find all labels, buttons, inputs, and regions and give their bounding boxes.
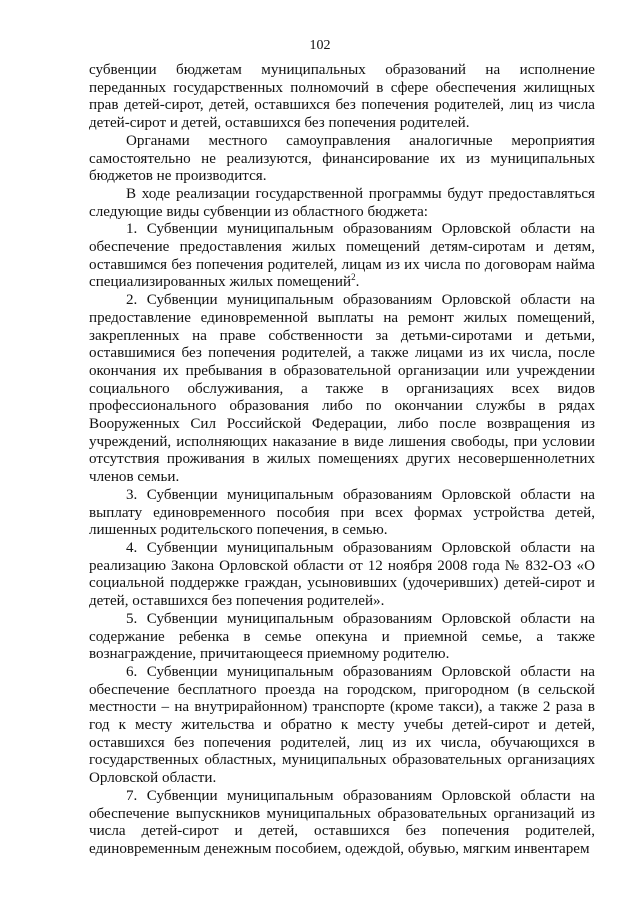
paragraph-item-6: 6. Субвенции муниципальным образованиям Орловской области на обеспечение бесплатного проезда на городском, пригородном (в сельской местности – на внутрирайонном) транспорте (кроме такси), а также 2 раза в год к месту жительства и обратно к месту учебы детей-сирот и детей, оставшихся без попечения родителей, лиц из их числа, обучающихся в государственных областных, муниципальных образовательных организациях Орловской области. — [89, 663, 595, 787]
paragraph-item-5: 5. Субвенции муниципальным образованиям Орловской области на содержание ребенка в семье опекуна и приемной семье, а также вознаграждение, причитающееся приемному родителю. — [89, 610, 595, 663]
item-1-period: . — [355, 274, 360, 291]
paragraph-subsidy-types-intro: В ходе реализации государственной программы будут предоставляться следующие виды субвенции из областного бюджета: — [89, 185, 595, 220]
paragraph-intro: субвенции бюджетам муниципальных образований на исполнение переданных государственных полномочий в сфере обеспечения жилищных прав детей-сирот, детей, оставшихся без попечения родителей, лиц из числа детей-сирот и детей, оставшихся без попечения родителей. — [89, 62, 595, 132]
paragraph-item-7: 7. Субвенции муниципальным образованиям Орловской области на обеспечение выпускников муниципальных образовательных организаций из числа детей-сирот и детей, оставшихся без попечения родителей, единовременным денежным пособием, одеждой, обувью, мягким инвентарем — [89, 787, 595, 857]
paragraph-item-3: 3. Субвенции муниципальным образованиям Орловской области на выплату единовременного пособия при всех формах устройства детей, лишенных родительского попечения, в семью. — [89, 486, 595, 539]
footnote-ref-2: 2 — [351, 272, 356, 283]
paragraph-item-4: 4. Субвенции муниципальным образованиям Орловской области на реализацию Закона Орловской области от 12 ноября 2008 года № 832-ОЗ «О социальной поддержке граждан, усыновивших (удочеривших) детей-сирот и детей, оставшихся без попечения родителей». — [89, 539, 595, 610]
paragraph-local-authorities: Органами местного самоуправления аналогичные мероприятия самостоятельно не реализуются, финансирование их из муниципальных бюджетов не производится. — [89, 132, 595, 185]
document-body — [89, 62, 595, 859]
paragraph-item-2: 2. Субвенции муниципальным образованиям Орловской области на предоставление единовременной выплаты на ремонт жилых помещений, закрепленных на праве собственности за детьми-сиротами и детьми, оставшимися без попечения родителей, а также лицами из их числа, после окончания их пребывания в образовательной организации или учреждении социального обслуживания, а также в организациях всех видов профессионального образования либо по окончании службы в рядах Вооруженных Сил Российской Федерации, либо после возвращения из учреждений, исполняющих наказание в виде лишения свободы, при условии отсутствия проживания в жилых помещениях других несовершеннолетних членов семьи. — [89, 292, 595, 486]
item-1-text: 1. Субвенции муниципальным образованиям Орловской области на обеспечение предоставления жилых помещений детям-сиротам и детям, оставшимся без попечения родителей, лицам из их числа по договорам найма специализированных жилых помещений — [89, 221, 595, 291]
page-number: 102 — [309, 38, 331, 53]
paragraph-item-1 — [89, 221, 595, 292]
